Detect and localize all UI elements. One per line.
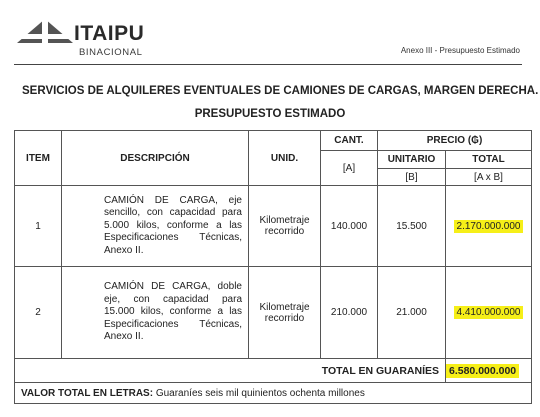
row-total: 4.410.000.000 [454,306,524,319]
letras-label: VALOR TOTAL EN LETRAS: [21,387,154,399]
letras-value: Guaraníes seis mil quinientos ochenta millones [155,387,365,399]
budget-table [14,130,532,404]
row-total-cell [446,267,532,359]
header-divider [14,64,522,65]
row-item: 2 [15,267,62,359]
row-unit: Kilometraje recorrido [249,186,321,267]
total-value: 6.580.000.000 [446,364,519,378]
header-unit-price-code: [B] [378,169,446,186]
row-description-rest: , eje sencillo, con capacidad para 5.000 kilos, conforme a las Especificaciones Técnicas, Anexo II. [104,194,242,256]
header-description: DESCRIPCIÓN [62,131,249,186]
row-qty: 140.000 [321,186,378,267]
header-qty: CANT. [321,131,378,151]
letras-row [15,383,532,404]
row-description-main: CAMIÓN DE CARGA [104,281,208,293]
header-row-1 [15,131,532,151]
logo-wordmark: ITAIPU [74,22,145,45]
header-total: TOTAL [446,151,532,169]
header-item: ITEM [15,131,62,186]
header-total-code: [A x B] [446,169,532,186]
header-price: PRECIO (₲) [378,131,532,151]
document-subtitle: PRESUPUESTO ESTIMADO [194,108,346,120]
row-unit: Kilometraje recorrido [249,267,321,359]
header-unit-price: UNITARIO [378,151,446,169]
total-label: TOTAL EN GUARANÍES [15,359,446,383]
letras-cell [15,383,532,404]
document-title: SERVICIOS DE ALQUILERES EVENTUALES DE CAMIONES DE CARGAS, MARGEN DERECHA. [22,85,539,97]
row-description-rest: , doble eje, con capacidad para 15.000 kilos, conforme a las Especificaciones Técnicas, Anexo II. [104,281,242,343]
row-total-cell [446,186,532,267]
table-row [15,267,532,359]
itaipu-logo-icon [17,19,73,47]
table-row [15,186,532,267]
annex-label: Anexo III - Presupuesto Estimado [400,46,520,55]
row-qty: 210.000 [321,267,378,359]
total-value-cell [446,359,532,383]
row-unit-price: 15.500 [378,186,446,267]
row-item: 1 [15,186,62,267]
header-qty-code: [A] [321,151,378,186]
logo-subtitle: BINACIONAL [79,47,143,58]
row-unit-price: 21.000 [378,267,446,359]
total-row [15,359,532,383]
row-total: 2.170.000.000 [454,220,524,233]
row-description [62,186,249,267]
header-unit: UNID. [249,131,321,186]
row-description-main: CAMIÓN DE CARGA [104,194,216,206]
row-description [62,267,249,359]
